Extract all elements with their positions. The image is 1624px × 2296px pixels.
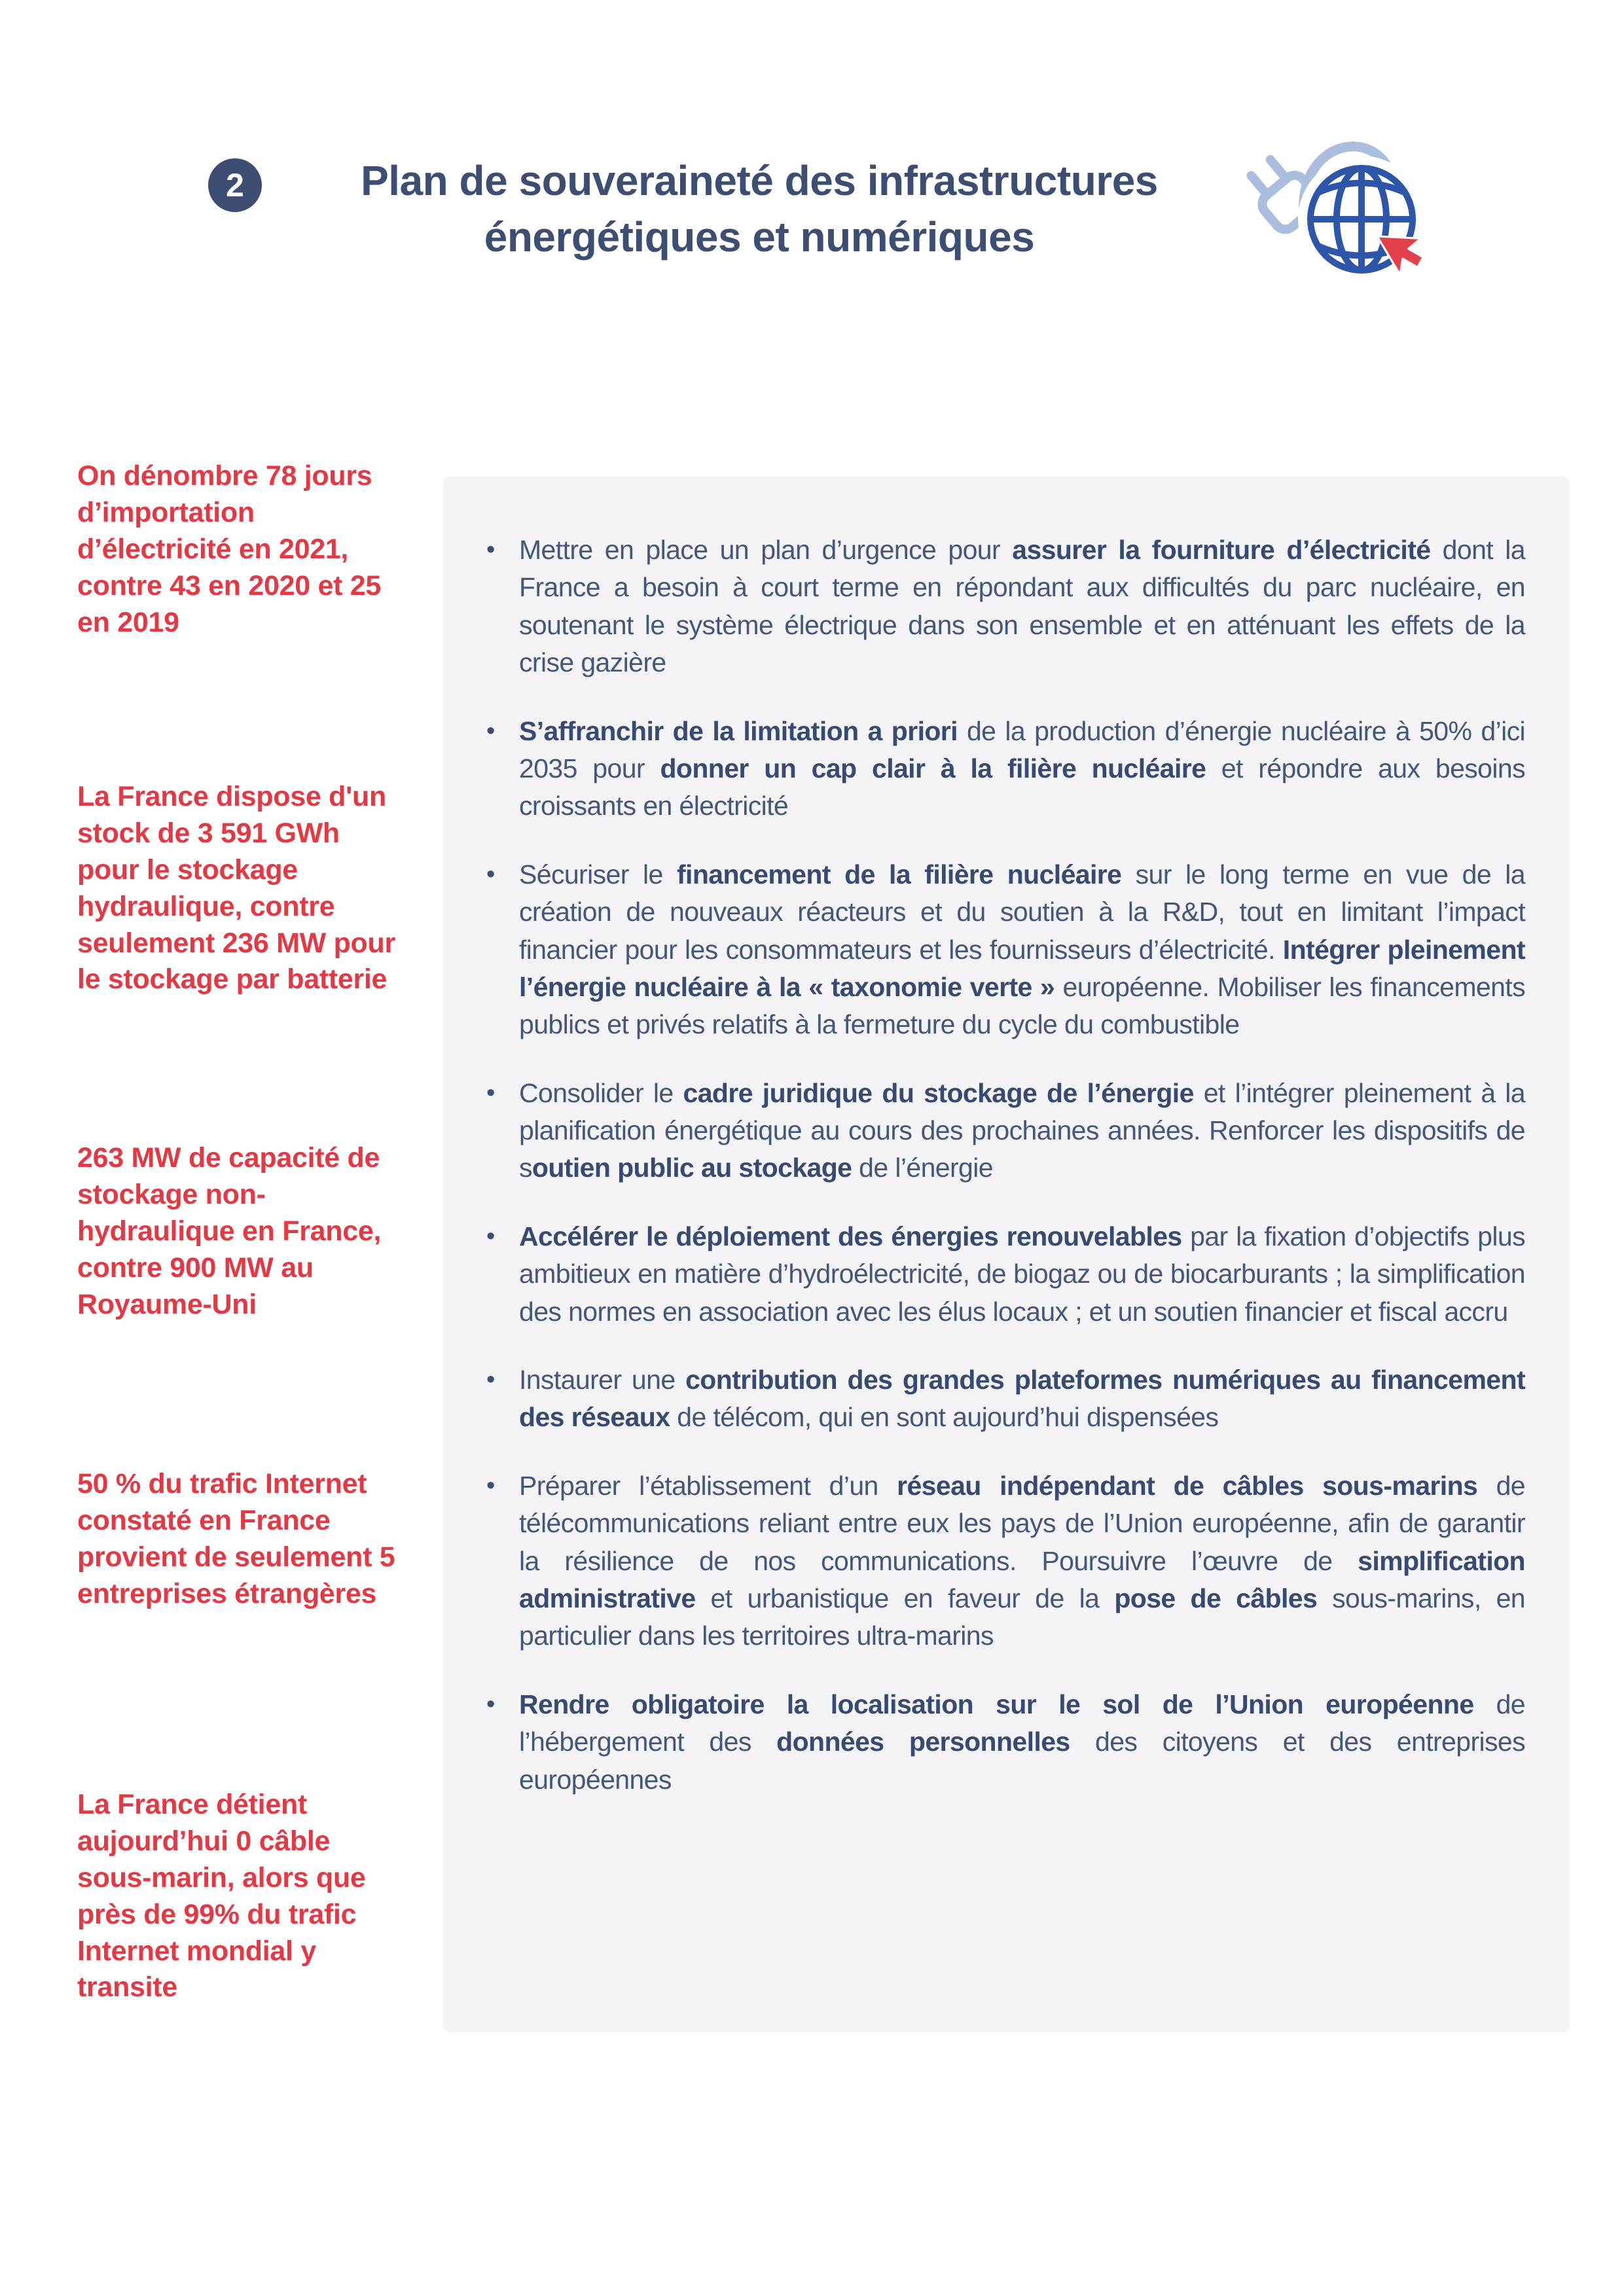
page-title-line2: énergétiques et numériques (484, 213, 1035, 260)
sidebar-stat: On dénombre 78 jours d’importation d’électricité en 2021, contre 43 en 2020 et 25 en 2019 (77, 460, 381, 638)
bullet-text: Accélérer le déploiement des énergies renouvelables par la fixation d’objectifs plus ambitieux en matière d’hydroélectricité, de biogaz ou de biocarburants ; la simplification des normes en association avec les élus locaux ; et un soutien financier et fiscal accru (519, 1221, 1525, 1327)
bullet-item (486, 1467, 1525, 1655)
sidebar-stat: La France détient aujourd’hui 0 câble sous-marin, alors que près de 99% du trafic Internet mondial y transite (77, 1789, 366, 2003)
bullet-item (486, 1361, 1525, 1437)
bullet-list (486, 531, 1525, 1799)
sidebar-stat: 50 % du trafic Internet constaté en France provient de seulement 5 entreprises étrangères (77, 1468, 395, 1609)
bullet-text: Préparer l’établissement d’un réseau indépendant de câbles sous-marins de télécommunications reliant entre eux les pays de l’Union européenne, afin de garantir la résilience de nos communications. Poursuivre l’œuvre de simplification administrative et urbanistique en faveur de la pose de câbles sous-marins, en particulier dans les territoires ultra-marins (519, 1470, 1525, 1651)
bullet-dot: • (486, 1366, 495, 1394)
sidebar-stat: 263 MW de capacité de stockage non-hydraulique en France, contre 900 MW au Royaume-Uni (77, 1142, 382, 1320)
bullet-dot: • (486, 1471, 495, 1499)
bullet-text: S’affranchir de la limitation a priori de la production d’énergie nucléaire à 50% d’ici 2035 pour donner un cap clair à la filière nucléaire et répondre aux besoins croissants en électricité (519, 715, 1525, 821)
sidebar-stat: La France dispose d'un stock de 3 591 GWh pour le stockage hydraulique, contre seulement 236 MW pour le stockage par batterie (77, 781, 395, 996)
page-title-line1: Plan de souveraineté des infrastructures (361, 157, 1158, 204)
page-title (275, 153, 1244, 266)
bullet-item (486, 713, 1525, 825)
bullet-dot: • (486, 536, 495, 564)
bullet-item (486, 1686, 1525, 1799)
section-number-badge: 2 (208, 158, 262, 212)
bullet-item (486, 1218, 1525, 1331)
plug-globe-cursor-icon (1231, 105, 1456, 308)
bullet-item (486, 856, 1525, 1044)
bullet-text: Consolider le cadre juridique du stockage de l’énergie et l’intégrer pleinement à la planification énergétique au cours des prochaines années. Renforcer les dispositifs de soutien public au stockage de l’énergie (519, 1077, 1525, 1183)
bullet-text: Rendre obligatoire la localisation sur le sol de l’Union européenne de l’hébergement des données personnelles des citoyens et des entreprises européennes (519, 1689, 1526, 1795)
bullet-item (486, 1075, 1525, 1187)
bullet-text: Mettre en place un plan d’urgence pour assurer la fourniture d’électricité dont la France a besoin à court terme en répondant aux difficultés du parc nucléaire, en soutenant le système électrique dans son ensemble et en atténuant les effets de la crise gazière (519, 535, 1525, 678)
content-panel (443, 476, 1570, 2032)
bullet-item (486, 531, 1525, 682)
bullet-text: Sécuriser le financement de la filière nucléaire sur le long terme en vue de la création de nouveaux réacteurs et du soutien à la R&D, tout en limitant l’impact financier pour les consommateurs et les fournisseurs d’électricité. Intégrer pleinement l’énergie nucléaire à la « taxonomie verte » européenne. Mobiliser les financements publics et privés relatifs à la fermeture du cycle du combustible (519, 859, 1525, 1040)
bullet-dot: • (486, 717, 495, 745)
bullet-dot: • (486, 1222, 495, 1250)
bullet-dot: • (486, 1690, 495, 1718)
sidebar-stats (77, 0, 399, 2296)
bullet-dot: • (486, 1079, 495, 1107)
bullet-text: Instaurer une contribution des grandes plateformes numériques au financement des réseaux de télécom, qui en sont aujourd’hui dispensées (519, 1365, 1525, 1433)
bullet-dot: • (486, 860, 495, 888)
